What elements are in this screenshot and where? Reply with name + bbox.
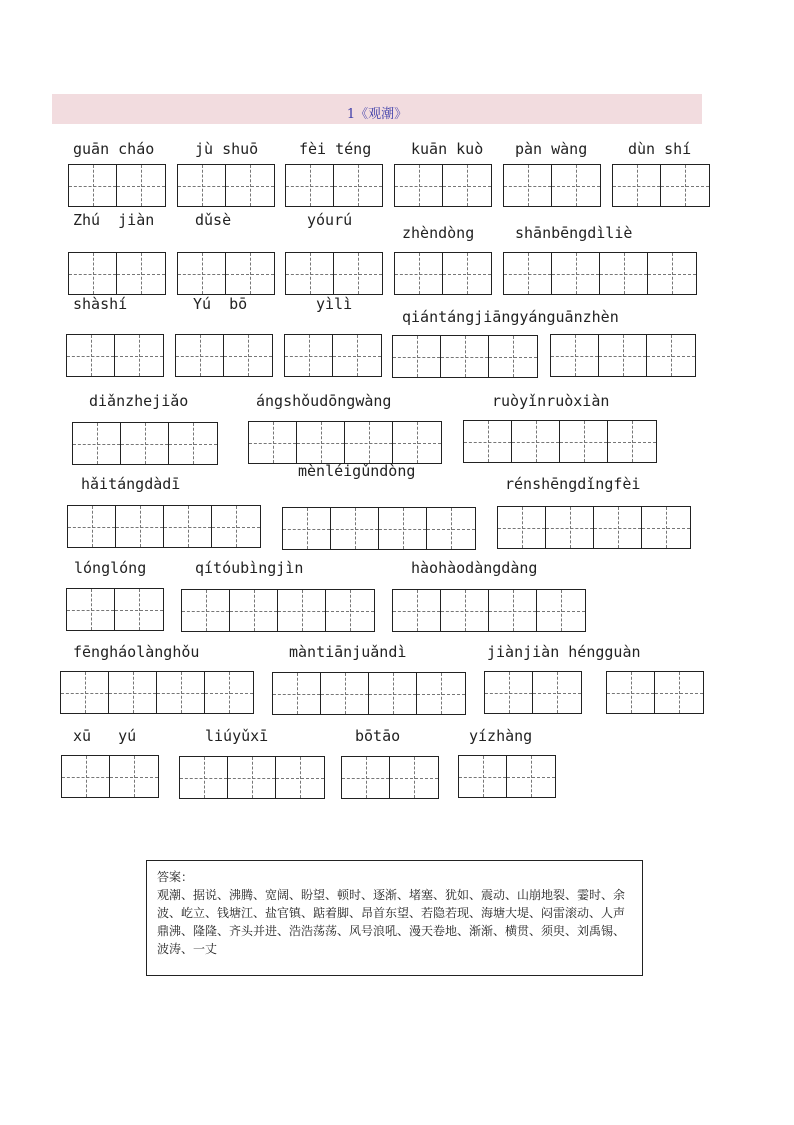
writing-grid: [458, 755, 556, 798]
writing-cell[interactable]: [552, 165, 600, 206]
writing-grid: [285, 164, 383, 207]
writing-cell[interactable]: [441, 336, 489, 377]
writing-grid: [177, 252, 275, 295]
writing-cell[interactable]: [180, 757, 228, 798]
writing-grid: [179, 756, 325, 799]
writing-cell[interactable]: [345, 422, 393, 463]
writing-cell[interactable]: [285, 335, 333, 376]
writing-cell[interactable]: [427, 508, 475, 549]
writing-grid: [68, 252, 166, 295]
writing-cell[interactable]: [647, 335, 695, 376]
writing-cell[interactable]: [226, 165, 274, 206]
writing-cell[interactable]: [286, 253, 334, 294]
writing-grid: [463, 420, 657, 463]
writing-grid: [606, 671, 704, 714]
pinyin-label: Yú bō: [193, 295, 248, 313]
writing-cell[interactable]: [67, 335, 115, 376]
writing-cell[interactable]: [489, 590, 537, 631]
writing-cell[interactable]: [326, 590, 374, 631]
writing-cell[interactable]: [226, 253, 274, 294]
pinyin-label: shàshí: [73, 295, 128, 313]
writing-cell[interactable]: [342, 757, 390, 798]
writing-cell[interactable]: [512, 421, 560, 462]
writing-cell[interactable]: [489, 336, 537, 377]
writing-cell[interactable]: [116, 506, 164, 547]
writing-cell[interactable]: [417, 673, 465, 714]
writing-cell[interactable]: [109, 672, 157, 713]
writing-cell[interactable]: [600, 253, 648, 294]
pinyin-label: pàn wàng: [515, 140, 588, 158]
answer-text: 观潮、据说、沸腾、宽阔、盼望、顿时、逐渐、堵塞、犹如、震动、山崩地裂、霎时、余波、屹立、钱塘江、盐官镇、踮着脚、昂首东望、若隐若现、海塘大堤、闷雷滚动、人声鼎沸、隆隆、齐头并进、浩浩荡荡、风号浪吼、漫天卷地、渐渐、横贯、须臾、刘禹锡、波涛、一丈: [157, 888, 626, 956]
writing-cell[interactable]: [230, 590, 278, 631]
pinyin-label: Zhú jiàn: [73, 211, 155, 229]
writing-grid: [503, 252, 697, 295]
writing-grid: [181, 589, 375, 632]
pinyin-label: màntiānjuǎndì: [289, 643, 407, 661]
writing-grid: [282, 507, 476, 550]
writing-cell[interactable]: [395, 165, 443, 206]
writing-cell[interactable]: [504, 253, 552, 294]
writing-cell[interactable]: [613, 165, 661, 206]
lesson-title: 1《观潮》: [346, 107, 408, 122]
writing-cell[interactable]: [333, 335, 381, 376]
pinyin-label: hàohàodàngdàng: [411, 559, 538, 577]
writing-cell[interactable]: [182, 590, 230, 631]
writing-cell[interactable]: [178, 165, 226, 206]
writing-cell[interactable]: [459, 756, 507, 797]
writing-grid: [550, 334, 696, 377]
pinyin-label: yìlì: [316, 295, 353, 313]
writing-grid: [285, 252, 383, 295]
writing-cell[interactable]: [62, 756, 110, 797]
pinyin-label: guān cháo: [73, 140, 155, 158]
pinyin-label: ángshǒudōngwàng: [256, 392, 392, 410]
writing-cell[interactable]: [642, 507, 690, 548]
writing-cell[interactable]: [661, 165, 709, 206]
pinyin-label: ruòyǐnruòxiàn: [492, 392, 610, 410]
pinyin-label: yízhàng: [469, 727, 533, 745]
writing-cell[interactable]: [395, 253, 443, 294]
writing-grid: [272, 672, 466, 715]
pinyin-label: shānbēngdìliè: [515, 224, 633, 242]
pinyin-label: kuān kuò: [411, 140, 484, 158]
writing-grid: [503, 164, 601, 207]
answer-box: [146, 860, 643, 976]
writing-grid: [66, 588, 164, 631]
pinyin-label: fēngháolànghǒu: [73, 643, 200, 661]
writing-cell[interactable]: [67, 589, 115, 630]
pinyin-label: xū yú: [73, 727, 137, 745]
writing-cell[interactable]: [331, 508, 379, 549]
writing-cell[interactable]: [485, 672, 533, 713]
writing-cell[interactable]: [117, 253, 165, 294]
writing-cell[interactable]: [594, 507, 642, 548]
writing-cell[interactable]: [608, 421, 656, 462]
writing-cell[interactable]: [69, 165, 117, 206]
writing-cell[interactable]: [115, 335, 163, 376]
writing-cell[interactable]: [551, 335, 599, 376]
writing-cell[interactable]: [178, 253, 226, 294]
writing-cell[interactable]: [176, 335, 224, 376]
writing-cell[interactable]: [533, 672, 581, 713]
writing-cell[interactable]: [390, 757, 438, 798]
writing-grid: [484, 671, 582, 714]
writing-cell[interactable]: [648, 253, 696, 294]
writing-cell[interactable]: [393, 336, 441, 377]
writing-grid: [394, 252, 492, 295]
writing-cell[interactable]: [69, 253, 117, 294]
writing-grid: [394, 164, 492, 207]
writing-cell[interactable]: [334, 165, 382, 206]
writing-cell[interactable]: [504, 165, 552, 206]
writing-cell[interactable]: [273, 673, 321, 714]
writing-cell[interactable]: [61, 672, 109, 713]
pinyin-label: yóurú: [307, 211, 353, 229]
writing-cell[interactable]: [115, 589, 163, 630]
writing-grid: [392, 335, 538, 378]
pinyin-label: bōtāo: [355, 727, 401, 745]
writing-cell[interactable]: [546, 507, 594, 548]
writing-cell[interactable]: [205, 672, 253, 713]
writing-grid: [60, 671, 254, 714]
pinyin-label: diǎnzhejiǎo: [89, 392, 189, 410]
writing-cell[interactable]: [212, 506, 260, 547]
pinyin-label: qítóubìngjìn: [195, 559, 304, 577]
writing-cell[interactable]: [276, 757, 324, 798]
pinyin-label: hǎitángdàdī: [81, 475, 181, 493]
writing-cell[interactable]: [464, 421, 512, 462]
writing-cell[interactable]: [498, 507, 546, 548]
writing-cell[interactable]: [369, 673, 417, 714]
writing-grid: [284, 334, 382, 377]
pinyin-label: jù shuō: [195, 140, 259, 158]
writing-cell[interactable]: [121, 423, 169, 464]
writing-cell[interactable]: [321, 673, 369, 714]
writing-cell[interactable]: [110, 756, 158, 797]
writing-grid: [341, 756, 439, 799]
answer-label: 答案：: [157, 870, 194, 884]
writing-cell[interactable]: [560, 421, 608, 462]
writing-grid: [67, 505, 261, 548]
writing-grid: [612, 164, 710, 207]
lesson-title-band: [52, 94, 702, 124]
writing-cell[interactable]: [278, 590, 326, 631]
writing-cell[interactable]: [537, 590, 585, 631]
pinyin-label: rénshēngdǐngfèi: [505, 475, 641, 493]
writing-cell[interactable]: [224, 335, 272, 376]
writing-grid: [177, 164, 275, 207]
writing-cell[interactable]: [286, 165, 334, 206]
writing-grid: [497, 506, 691, 549]
pinyin-label: mènléigǔndòng: [298, 462, 416, 480]
pinyin-label: dùn shí: [628, 140, 692, 158]
writing-cell[interactable]: [73, 423, 121, 464]
writing-grid: [392, 589, 586, 632]
writing-cell[interactable]: [441, 590, 489, 631]
writing-cell[interactable]: [169, 423, 217, 464]
writing-cell[interactable]: [599, 335, 647, 376]
writing-cell[interactable]: [607, 672, 655, 713]
writing-grid: [248, 421, 442, 464]
writing-cell[interactable]: [655, 672, 703, 713]
writing-cell[interactable]: [393, 422, 441, 463]
pinyin-label: dǔsè: [195, 211, 232, 229]
pinyin-label: lónglóng: [74, 559, 147, 577]
writing-cell[interactable]: [228, 757, 276, 798]
writing-cell[interactable]: [297, 422, 345, 463]
writing-grid: [175, 334, 273, 377]
writing-cell[interactable]: [164, 506, 212, 547]
pinyin-label: liúyǔxī: [205, 727, 269, 745]
writing-grid: [68, 164, 166, 207]
writing-cell[interactable]: [157, 672, 205, 713]
writing-cell[interactable]: [443, 165, 491, 206]
writing-cell[interactable]: [68, 506, 116, 547]
pinyin-label: zhèndòng: [402, 224, 475, 242]
pinyin-label: fèi téng: [299, 140, 372, 158]
writing-cell[interactable]: [393, 590, 441, 631]
writing-cell[interactable]: [443, 253, 491, 294]
writing-cell[interactable]: [249, 422, 297, 463]
writing-cell[interactable]: [117, 165, 165, 206]
pinyin-label: qiántángjiāngyánguānzhèn: [402, 308, 619, 326]
writing-grid: [66, 334, 164, 377]
writing-cell[interactable]: [507, 756, 555, 797]
writing-grid: [61, 755, 159, 798]
writing-grid: [72, 422, 218, 465]
writing-cell[interactable]: [334, 253, 382, 294]
writing-cell[interactable]: [379, 508, 427, 549]
pinyin-label: jiànjiàn héngguàn: [487, 643, 641, 661]
writing-cell[interactable]: [552, 253, 600, 294]
writing-cell[interactable]: [283, 508, 331, 549]
